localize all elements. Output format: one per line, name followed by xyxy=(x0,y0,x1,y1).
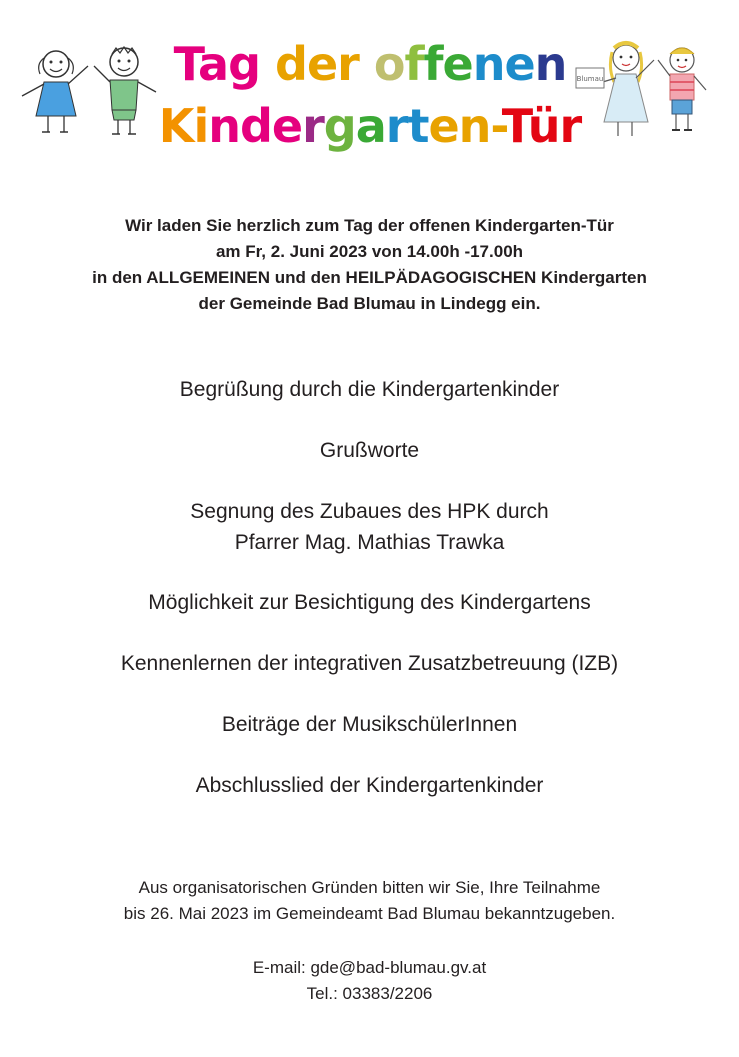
title-letter: t xyxy=(407,99,429,153)
program-item-4-text: Möglichkeit zur Besichtigung des Kindergartens xyxy=(148,591,591,614)
program-item-3-line-1: Segnung des Zubaues des HPK durch xyxy=(190,500,549,523)
header xyxy=(0,0,739,170)
title-letter: r xyxy=(337,37,374,91)
registration-line-1: Aus organisatorischen Gründen bitten wir Sie, Ihre Teilnahme xyxy=(138,878,601,897)
title-letter: n xyxy=(458,99,491,153)
title-letter: e xyxy=(271,99,303,153)
program-item-song xyxy=(20,770,719,801)
title-letter: d xyxy=(239,99,272,153)
program-item-3-line-2: Pfarrer Mag. Mathias Trawka xyxy=(234,531,505,554)
title-letter: i xyxy=(193,99,209,153)
contact-email: E-mail: gde@bad-blumau.gv.at xyxy=(252,958,487,977)
registration-line-2: bis 26. Mai 2023 im Gemeindeamt Bad Blumau bekanntzugeben. xyxy=(123,904,616,923)
title-letter: f xyxy=(423,37,443,91)
title-letter: e xyxy=(306,37,338,91)
program-item-6-text: Beiträge der MusikschülerInnen xyxy=(221,713,518,736)
invitation-line-3: in den ALLGEMEINEN und den HEILPÄDAGOGISCHEN Kindergarten xyxy=(92,268,647,287)
program-item-greeting xyxy=(20,374,719,405)
title-letter: n xyxy=(472,37,505,91)
program-item-5-text: Kennenlernen der integrativen Zusatzbetreuung (IZB) xyxy=(120,652,619,675)
title-letter: r xyxy=(559,99,582,153)
children-drawing-left xyxy=(14,44,164,140)
title-letter: e xyxy=(428,99,459,153)
title-letter: ü xyxy=(527,99,560,153)
title-letter: a xyxy=(198,37,229,91)
title-line-2 xyxy=(150,100,590,152)
program-item-7-text: Abschlusslied der Kindergartenkinder xyxy=(195,774,544,797)
title-letter: K xyxy=(158,99,194,153)
program-item-tour xyxy=(20,587,719,618)
title-letter: e xyxy=(442,37,473,91)
title-letter: g xyxy=(228,37,276,91)
title-letter: a xyxy=(355,99,386,153)
program-item-blessing xyxy=(20,496,719,558)
program-item-music xyxy=(20,709,719,740)
invitation-line-2: am Fr, 2. Juni 2023 von 14.00h -17.00h xyxy=(215,242,524,261)
invitation-line-4: der Gemeinde Bad Blumau in Lindegg ein. xyxy=(198,294,541,313)
title-letter: f xyxy=(404,37,424,91)
title-letter: r xyxy=(302,99,324,153)
sign-text: Blumau xyxy=(576,75,604,83)
contact-info xyxy=(20,955,719,1007)
program-item-2-text: Grußworte xyxy=(319,439,420,462)
title-letter: g xyxy=(323,99,356,153)
title-letter: - xyxy=(490,99,502,153)
registration-note xyxy=(20,875,719,927)
children-drawing-right xyxy=(574,38,724,142)
program-item-izb xyxy=(20,648,719,679)
title-letter: n xyxy=(534,37,567,91)
title-letter: T xyxy=(173,37,199,91)
contact-phone: Tel.: 03383/2206 xyxy=(306,984,433,1003)
title-letter: e xyxy=(504,37,535,91)
program-item-words xyxy=(20,435,719,466)
title-letter: n xyxy=(208,99,240,153)
invitation-line-1: Wir laden Sie herzlich zum Tag der offenen Kindergarten-Tür xyxy=(125,216,614,235)
invitation-text xyxy=(20,213,719,317)
title-letter: T xyxy=(501,99,528,153)
title-letter: o xyxy=(373,37,405,91)
title-letter: r xyxy=(385,99,408,153)
title-line-1 xyxy=(150,38,590,90)
title-letter: d xyxy=(275,37,307,91)
program-item-1-text: Begrüßung durch die Kindergartenkinder xyxy=(179,378,560,401)
